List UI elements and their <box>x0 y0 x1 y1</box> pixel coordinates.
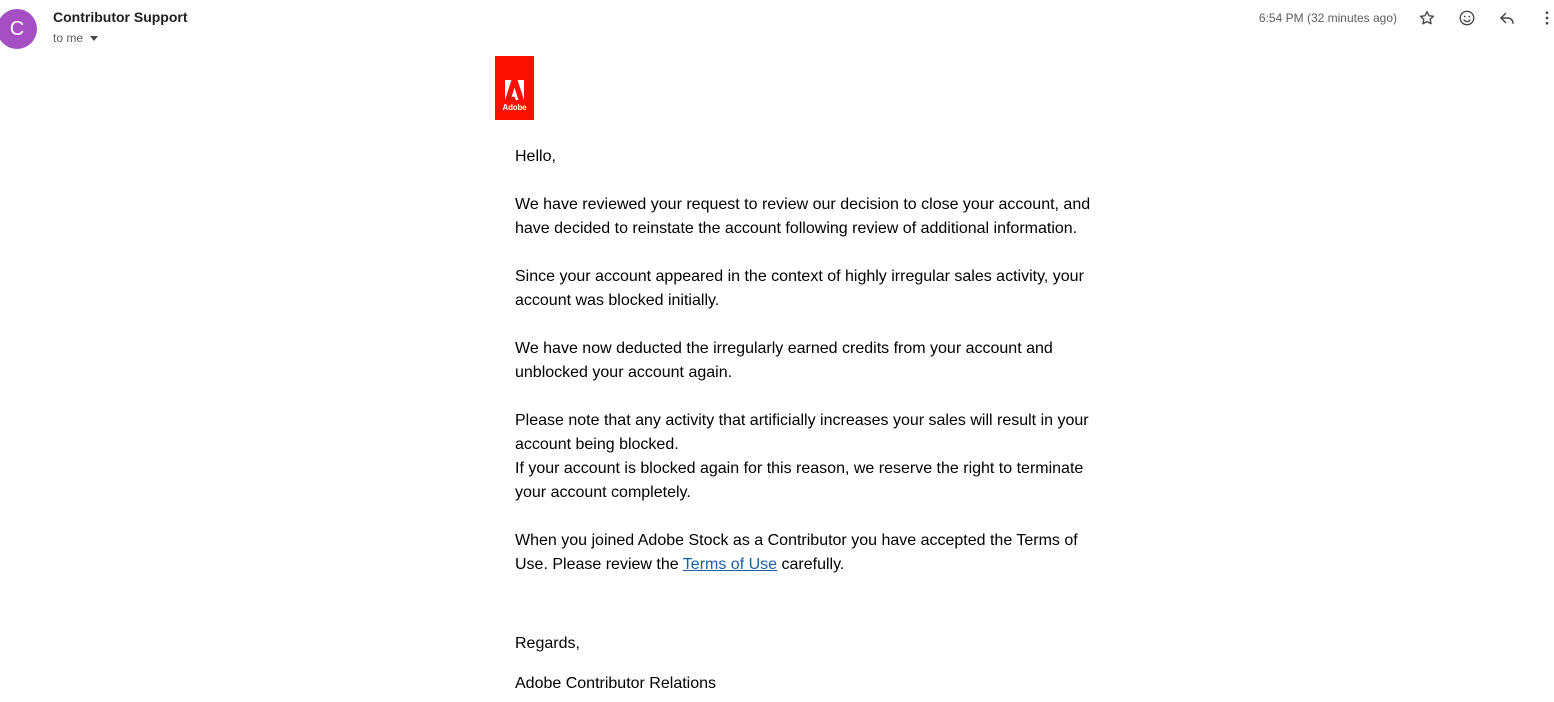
regards-line: Regards, <box>515 635 580 652</box>
paragraph-deducted: We have now deducted the irregularly earned credits from your account and unblocked your account again. <box>515 340 1053 381</box>
terms-of-use-link[interactable]: Terms of Use <box>682 556 778 573</box>
adobe-logo <box>495 56 534 120</box>
recipient-details-toggle[interactable] <box>53 31 98 45</box>
signoff-line: Adobe Contributor Relations <box>515 675 717 692</box>
paragraph-reinstate: We have reviewed your request to review our decision to close your account, and have decided to reinstate the account following review of additional information. <box>515 196 1091 237</box>
caret-down-icon[interactable] <box>90 36 98 41</box>
emoji-icon[interactable] <box>1455 6 1479 30</box>
star-icon[interactable] <box>1415 6 1439 30</box>
greeting: Hello, <box>515 148 556 165</box>
recipient-label: to me <box>53 31 84 45</box>
terms-text-after: carefully. <box>777 556 845 573</box>
terms-text-before: When you joined Adobe Stock as a Contributor you have accepted the Terms of Use. Please review the <box>515 532 1078 573</box>
adobe-a-icon <box>505 80 524 100</box>
reply-icon[interactable] <box>1495 6 1519 30</box>
adobe-logo-text: Adobe <box>502 103 527 112</box>
paragraph-warning: Please note that any activity that artificially increases your sales will result in your account being blocked. <box>515 412 1089 453</box>
email-header <box>0 0 1554 50</box>
paragraph-terms <box>515 529 1105 577</box>
email-body <box>515 145 1105 577</box>
paragraph-blocked: Since your account appeared in the context of highly irregular sales activity, your account was blocked initially. <box>515 268 1084 309</box>
more-vert-icon[interactable] <box>1535 6 1554 30</box>
sender-name[interactable]: Contributor Support <box>53 9 188 25</box>
email-timestamp: 6:54 PM (32 minutes ago) <box>1258 11 1397 25</box>
sender-avatar[interactable]: C <box>0 9 37 49</box>
paragraph-terminate: If your account is blocked again for this reason, we reserve the right to terminate your account completely. <box>515 460 1084 501</box>
